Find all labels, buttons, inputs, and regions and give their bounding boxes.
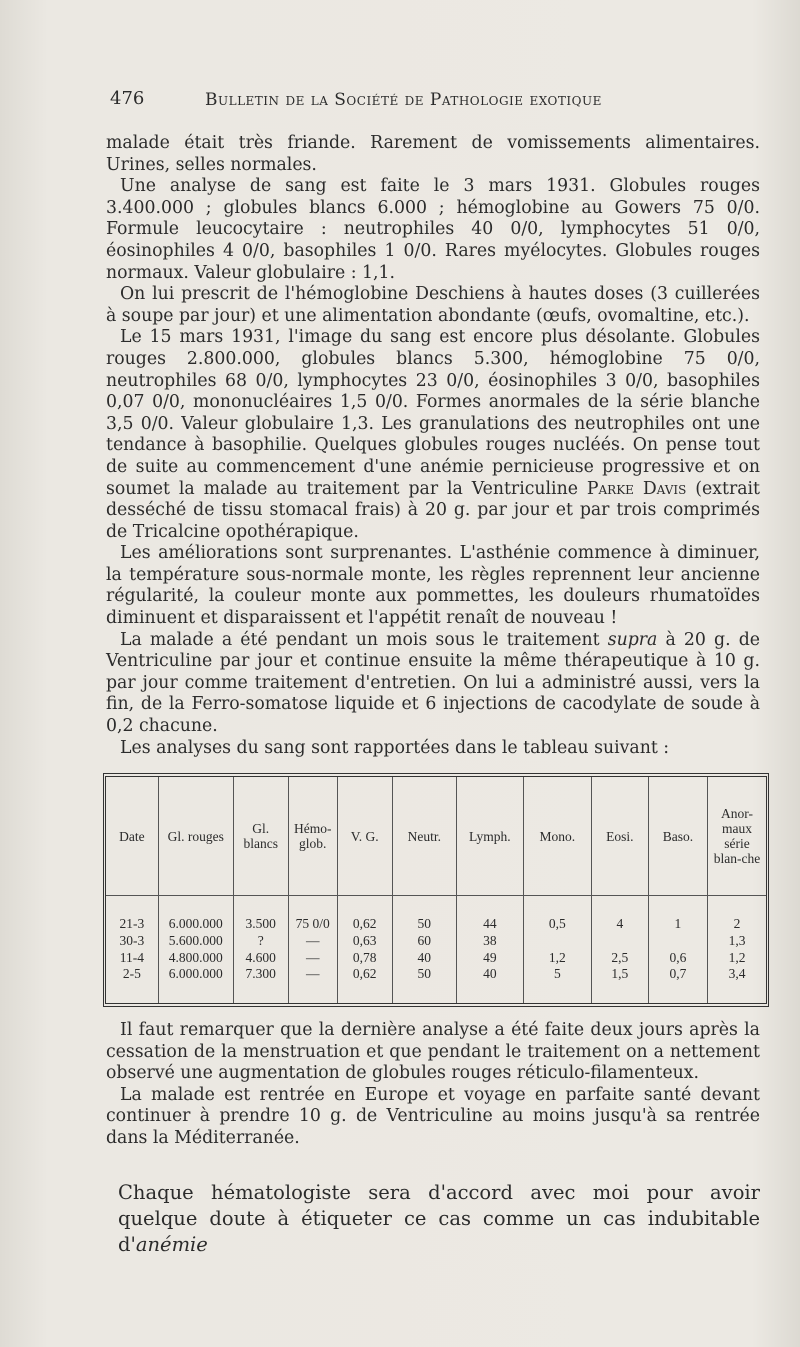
cell: 5 [523,966,591,1003]
journal-title: Bulletin de la Société de Pathologie exotique [205,90,602,110]
cell: 60 [392,933,456,949]
header-mono: Mono. [523,777,591,896]
header-neutr: Neutr. [392,777,456,896]
cell: 50 [392,966,456,1003]
cell: 5.600.000 [158,933,233,949]
closing-paragraph [118,1180,760,1258]
cell: 0,78 [337,950,392,966]
header-baso: Baso. [648,777,707,896]
cell: 38 [456,933,523,949]
cell-date: 2-5 [106,966,158,1003]
cell: ? [233,933,288,949]
cell-date: 30-3 [106,933,158,949]
cell: 49 [456,950,523,966]
paragraph: Une analyse de sang est faite le 3 mars 1931. Globules rouges 3.400.000 ; globules blancs 6.000 ; hémoglobine au Gowers 75 0/0. Formule leucocytaire : neutrophiles 40 0/0, lymphocytes 51 0/0, éosinophiles 4 0/0, basophiles 1 0/0. Rares myélocytes. Globules rouges normaux. Valeur globulaire : 1,1. [106,176,760,283]
cell: 0,7 [648,966,707,1003]
paragraph-text: (extrait desséché de tissu stomacal frais) à 20 g. par jour et par trois comprimés de Tricalcine opothérapique. [106,478,760,542]
cell: 6.000.000 [158,966,233,1003]
cell: 1,3 [728,933,746,949]
cell: 4.600 [233,950,288,966]
cell: 50 [392,896,456,934]
page-number: 476 [110,88,145,109]
cell: 0,5 [523,896,591,934]
paragraph [106,327,760,543]
cell: 3.500 [233,896,288,934]
cell [648,933,707,949]
table-header-row [106,777,766,896]
header-hemoglob: Hémo-glob. [288,777,337,896]
paragraph: malade était très friande. Rarement de vomissements alimentaires. Urines, selles normales. [106,133,760,175]
paragraph [106,630,760,738]
header-gl-blancs: Gl. blancs [233,777,288,896]
body-text-after-table [106,1020,760,1150]
cell: — [288,966,337,1003]
table-row [106,950,766,966]
cell: 2,5 [591,950,648,966]
cell: 2 [733,916,741,931]
header-gl-rouges: Gl. rouges [158,777,233,896]
cell: 1,2 [523,950,591,966]
running-header [110,88,760,112]
table-row [106,896,766,934]
cell: 75 0/0 [288,896,337,934]
header-anormaux: Anor-maux série blan-che [708,777,767,896]
cell-date: 11-4 [106,950,158,966]
table-row [106,966,766,1003]
paragraph: La malade est rentrée en Europe et voyage en parfaite santé devant continuer à prendre 10 g. de Ventriculine au moins jusqu'à sa rentrée dans la Méditerranée. [106,1084,760,1148]
cell: 44 [456,896,523,934]
italic-term: anémie [135,1233,208,1256]
cell: 0,62 [337,966,392,1003]
table-row [106,933,766,949]
header-eosi: Eosi. [591,777,648,896]
paragraph [118,1180,760,1258]
cell: 1,5 [591,966,648,1003]
cell: 7.300 [233,966,288,1003]
body-text [106,133,760,759]
cell: 0,62 [337,896,392,934]
paragraph-text: Le 15 mars 1931, l'image du sang est encore plus désolante. Globules rouges 2.800.000, globules blancs 5.300, hémoglobine 75 0/0, neutrophiles 68 0/0, lymphocytes 23 0/0, éosinophiles 3 0/0, basophiles 0,07 0/0, mononucléaires 1,5 0/0. Formes anormales de la série blanche 3,5 0/0. Valeur globulaire 1,3. Les granulations des neutrophiles ont une tendance à basophilie. Quelques globules rouges nucléés. On pense tout de suite au commencement d'une anémie pernicieuse progressive et on soumet la malade au traitement par la Ventriculine [106,327,760,499]
header-lymph: Lymph. [456,777,523,896]
cell: — [288,933,337,949]
cell: 6.000.000 [158,896,233,934]
cell: 4 [591,896,648,934]
paragraph: On lui prescrit de l'hémoglobine Deschiens à hautes doses (3 cuillerées à soupe par jour) et une alimentation abondante (œufs, ovomaltine, etc.). [106,284,760,326]
cell: 0,63 [337,933,392,949]
cell: 4.800.000 [158,950,233,966]
paragraph-text: La malade a été pendant un mois sous le traitement [120,629,600,650]
cell [523,933,591,949]
cell-date: 21-3 [106,896,158,934]
header-vg: V. G. [337,777,392,896]
paragraph: Les analyses du sang sont rapportées dans le tableau suivant : [120,737,670,758]
table [106,777,766,1003]
brand-name: Parke Davis [586,478,687,499]
paragraph: Il faut remarquer que la dernière analyse a été faite deux jours après la cessation de la menstruation et que pendant le traitement on a nettement observé une augmentation de globules rouges réticulo-filamenteux. [106,1020,760,1084]
cell: 40 [456,966,523,1003]
cell: — [288,950,337,966]
cell: 3,4 [728,965,746,981]
paragraph: Les améliorations sont surprenantes. L'asthénie commence à diminuer, la température sous-normale monte, les règles reprennent leur ancienne régularité, la couleur monte aux pommettes, les douleurs rhumatoïdes diminuent et disparaissent et l'appétit renaît de nouveau ! [106,543,760,629]
cell: 40 [392,950,456,966]
cell: 0,6 [648,950,707,966]
cell [591,933,648,949]
paragraph-text: à 20 g. de Ventriculine par jour et continue ensuite la même thérapeutique à 10 g. par jour comme traitement d'entretien. On lui a administré aussi, vers la fin, de la Ferro-somatose liquide et 6 injections de cacodylate de soude à 0,2 chacune. [106,629,760,737]
cell: 1,2 [728,949,746,965]
paragraph-text: Chaque hématologiste sera d'accord avec moi pour avoir quelque doute à étiqueter ce cas comme un cas indubitable d' [118,1181,760,1256]
header-date: Date [106,777,158,896]
blood-analysis-table [103,773,769,1007]
cell: 1 [648,896,707,934]
italic-term: supra [607,629,658,650]
